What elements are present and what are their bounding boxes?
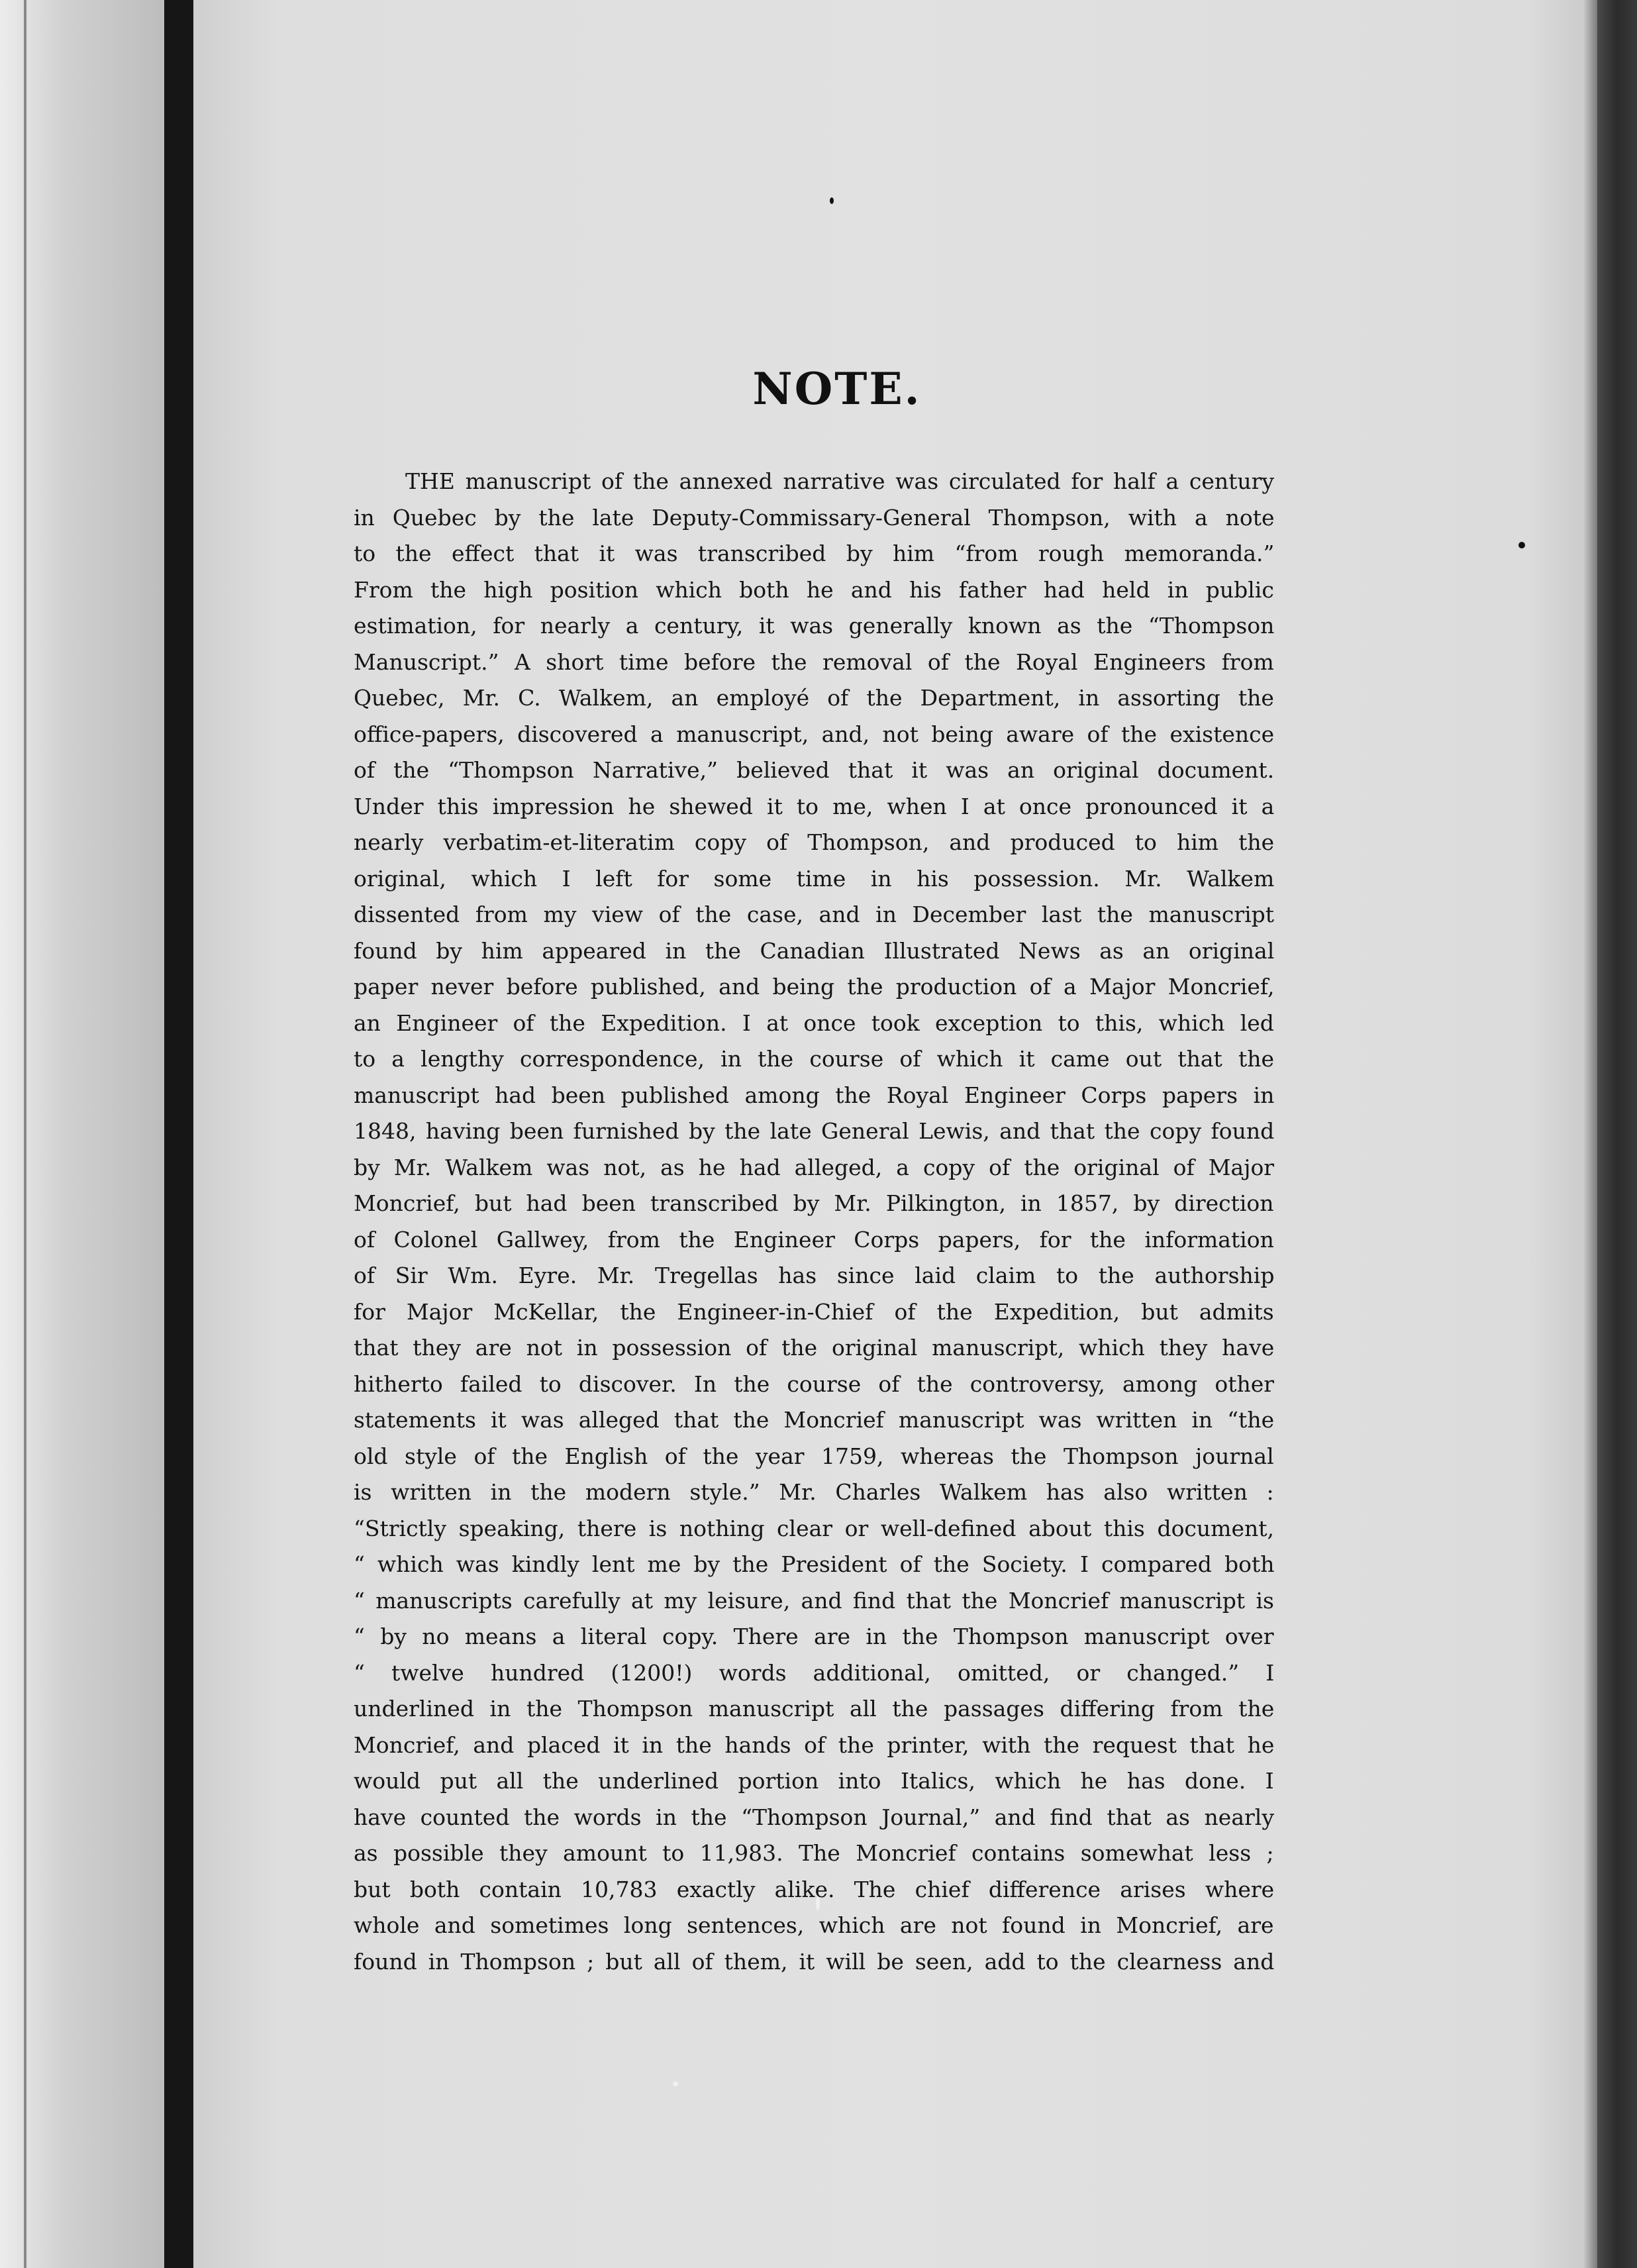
text-line: From the high position which both he and his father had held in public — [354, 576, 1274, 603]
text-line: Moncrief, but had been transcribed by Mr. Pilkington, in 1857, by direction — [354, 1190, 1274, 1216]
text-line: Manuscript.” A short time before the removal of the Royal Engineers from — [354, 648, 1274, 675]
text-line: in Quebec by the late Deputy-Commissary-General Thompson, with a note — [354, 504, 1274, 531]
text-line: that they are not in possession of the original manuscript, which they have — [354, 1335, 1274, 1361]
page-title: NOTE. — [752, 363, 922, 415]
text-line: statements it was alleged that the Moncrief manuscript was written in “the — [354, 1407, 1274, 1433]
text-line: of the “Thompson Narrative,” believed that it was an original document. — [354, 757, 1274, 783]
text-line: “ by no means a literal copy. There are in the Thompson manuscript over — [354, 1624, 1274, 1649]
text-line: hitherto failed to discover. In the course of the controversy, among other — [354, 1370, 1274, 1397]
text-line: found in Thompson ; but all of them, it will be seen, add to the clearness and — [354, 1948, 1274, 1975]
text-line: office-papers, discovered a manuscript, and, not being aware of the existence — [354, 721, 1274, 747]
text-line: manuscript had been published among the Royal Engineer Corps papers in — [354, 1082, 1274, 1108]
text-line: old style of the English of the year 1759, whereas the Thompson journal — [354, 1443, 1274, 1469]
text-line: THE manuscript of the annexed narrative was circulated for half a century — [405, 468, 1274, 494]
text-line: would put all the underlined portion into Italics, which he has done. I — [354, 1768, 1274, 1794]
text-line: dissented from my view of the case, and in December last the manuscript — [354, 902, 1274, 927]
text-line: “ which was kindly lent me by the President of the Society. I compared both — [354, 1551, 1274, 1577]
text-line: nearly verbatim-et-literatim copy of Thompson, and produced to him the — [354, 829, 1274, 855]
text-line: is written in the modern style.” Mr. Charles Walkem has also written : — [354, 1479, 1274, 1505]
text-line: of Colonel Gallwey, from the Engineer Corps papers, for the information — [354, 1226, 1274, 1253]
text-line: whole and sometimes long sentences, which are not found in Moncrief, are — [354, 1912, 1274, 1938]
ink-speck — [1518, 542, 1525, 548]
text-line: “ twelve hundred (1200!) words additional, omitted, or changed.” I — [354, 1659, 1274, 1686]
text-line: found by him appeared in the Canadian Illustrated News as an original — [354, 937, 1274, 964]
text-line: have counted the words in the “Thompson Journal,” and find that as nearly — [354, 1804, 1274, 1830]
text-line: “Strictly speaking, there is nothing clear or well-defined about this document, — [354, 1515, 1274, 1541]
text-line: 1848, having been furnished by the late General Lewis, and that the copy found — [354, 1118, 1274, 1144]
text-line: an Engineer of the Expedition. I at once took exception to this, which led — [354, 1009, 1274, 1036]
text-line: of Sir Wm. Eyre. Mr. Tregellas has since laid claim to the authorship — [354, 1263, 1274, 1288]
text-line: but both contain 10,783 exactly alike. The chief difference arises where — [354, 1876, 1274, 1902]
text-line: estimation, for nearly a century, it was generally known as the “Thompson — [354, 613, 1274, 639]
text-line: by Mr. Walkem was not, as he had alleged, a copy of the original of Major — [354, 1154, 1274, 1180]
page-fold-edge — [1584, 0, 1597, 2268]
text-line: as possible they amount to 11,983. The Moncrief contains somewhat less ; — [354, 1840, 1274, 1866]
note-body-text — [354, 464, 1274, 1980]
text-line: Quebec, Mr. C. Walkem, an employé of the Department, in assorting the — [354, 685, 1274, 711]
right-shadow-edge — [1597, 0, 1637, 2268]
text-line: to the effect that it was transcribed by him “from rough memoranda.” — [354, 541, 1274, 566]
page-edge-line — [24, 0, 26, 2268]
book-binding-gutter — [164, 0, 193, 2268]
text-line: paper never before published, and being the production of a Major Moncrief, — [354, 974, 1274, 1000]
text-line: for Major McKellar, the Engineer-in-Chief of the Expedition, but admits — [354, 1298, 1274, 1325]
ink-speck — [830, 197, 834, 204]
scan-speck — [673, 2081, 678, 2087]
text-line: Moncrief, and placed it in the hands of the printer, with the request that he — [354, 1731, 1274, 1758]
text-line: “ manuscripts carefully at my leisure, and find that the Moncrief manuscript is — [354, 1587, 1274, 1614]
text-line: to a lengthy correspondence, in the course of which it came out that the — [354, 1046, 1274, 1072]
text-line: original, which I left for some time in his possession. Mr. Walkem — [354, 865, 1274, 892]
text-line: Under this impression he shewed it to me, when I at once pronounced it a — [354, 793, 1274, 819]
text-line: underlined in the Thompson manuscript all the passages differing from the — [354, 1696, 1274, 1722]
